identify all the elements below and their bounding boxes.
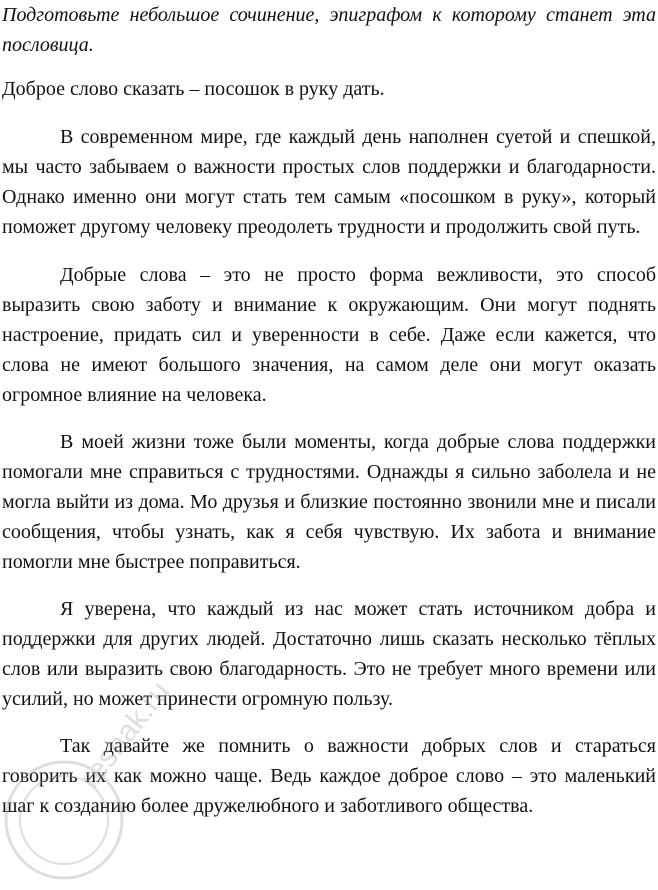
essay-paragraph-4: Я уверена, что каждый из нас может стать источником добра и поддержки для других людей. Достаточно лишь сказать несколько тёплых слов или выразить свою благодарность. Это не требует много времени или усилий, но может принести огромную пользу. — [2, 598, 656, 710]
watermark-text: reshak.ru — [73, 675, 177, 795]
task-text: Подготовьте небольшое сочинение, эпиграфом к которому станет эта пословица. — [2, 4, 656, 56]
essay-paragraph-5: Так давайте же помнить о важности добрых слов и стараться говорить их как можно чаще. Ведь каждое доброе слово – это маленький шаг к созданию более дружелюбного и заботливого общества. — [2, 735, 656, 817]
essay-paragraph-1: В современном мире, где каждый день наполнен суетой и спешкой, мы часто забываем о важности простых слов поддержки и благодарности. Однако именно они могут стать тем самым «посошком в руку», который поможет другому человеку преодолеть трудности и продолжить свой путь. — [2, 126, 656, 238]
essay-paragraph-2: Добрые слова – это не просто форма вежливости, это способ выразить свою заботу и внимание к окружающим. Они могут поднять настроение, придать сил и уверенности в себе. Даже если кажется, что слова не имеют большого значения, на самом деле они могут оказать огромное влияние на человека. — [2, 264, 656, 406]
essay-paragraph-3: В моей жизни тоже были моменты, когда добрые слова поддержки помогали мне справиться с трудностями. Однажды я сильно заболела и не могла выйти из дома. Мо друзья и близкие постоянно звонили мне и писали сообщения, чтобы узнать, как я себя чувствую. Их забота и внимание помогли мне быстрее поправиться. — [2, 431, 656, 573]
proverb-epigraph: Доброе слово сказать – посошок в руку дать. — [2, 78, 385, 100]
